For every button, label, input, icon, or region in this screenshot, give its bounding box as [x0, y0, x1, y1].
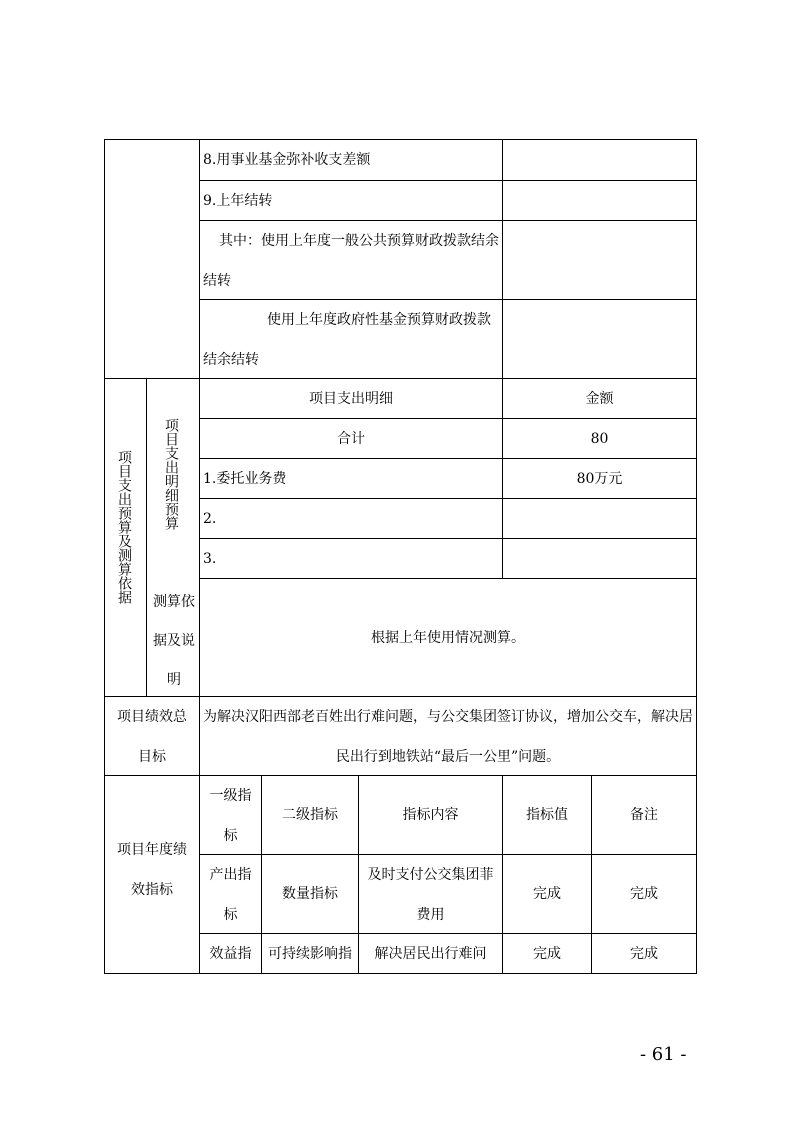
page-number: - 61 -	[640, 1044, 687, 1065]
budget-total-label: 合计	[337, 430, 365, 447]
indicator-header: 指标内容	[402, 807, 459, 823]
indicator-cell: 及时支付公交集团菲费用	[367, 867, 494, 923]
budget-item-amount: 80万元	[576, 470, 623, 487]
indicator-cell: 完成	[533, 886, 561, 902]
indicator-header: 一级指标	[209, 788, 252, 844]
indicator-header: 二级指标	[282, 807, 338, 823]
indicator-cell: 完成	[533, 945, 561, 962]
indicator-cell: 数量指标	[282, 886, 338, 902]
indicator-cell: 解决居民出行难问	[374, 945, 487, 962]
indicator-cell: 完成	[630, 945, 658, 962]
budget-col-amount: 金额	[585, 390, 614, 407]
budget-item-amount	[503, 539, 696, 578]
indicator-header: 备注	[630, 807, 658, 823]
budget-basis-text: 根据上年使用情况测算。	[371, 629, 525, 646]
funds-row-8: 8.用事业基金弥补收支差额	[203, 152, 371, 168]
funds-row-10: 其中：使用上年度一般公共预算财政拨款结余结转	[203, 233, 499, 289]
indicator-cell: 可持续影响指	[268, 945, 352, 962]
goal-label: 项目绩效总目标	[117, 709, 187, 765]
funds-row-9: 9.上年结转	[203, 192, 273, 209]
indicators-label: 项目年度绩效指标	[117, 842, 187, 898]
indicator-cell: 效益指	[209, 945, 252, 962]
funds-row-11: 使用上年度政府性基金预算财政拨款结余结转	[203, 312, 491, 368]
budget-item-name: 2.	[203, 510, 217, 527]
budget-inner-label: 项目支出明细预算	[163, 418, 179, 530]
indicator-cell: 完成	[630, 886, 658, 902]
budget-outer-label: 项目支出预算及测算依据	[116, 450, 132, 604]
budget-basis-label: 测算依据及说明	[153, 594, 195, 688]
budget-item-name: 3.	[203, 550, 217, 567]
budget-col-detail: 项目支出明细	[309, 390, 393, 407]
budget-total-value: 80	[590, 430, 609, 447]
indicator-cell: 产出指标	[209, 867, 252, 923]
budget-item-amount	[503, 499, 696, 538]
indicator-header: 指标值	[526, 807, 568, 823]
budget-item-name: 1.委托业务费	[203, 470, 287, 487]
goal-text: 为解决汉阳西部老百姓出行难问题，与公交集团签订协议，增加公交车，解决居民出行到地铁站“最后一公里”问题。	[203, 709, 693, 765]
